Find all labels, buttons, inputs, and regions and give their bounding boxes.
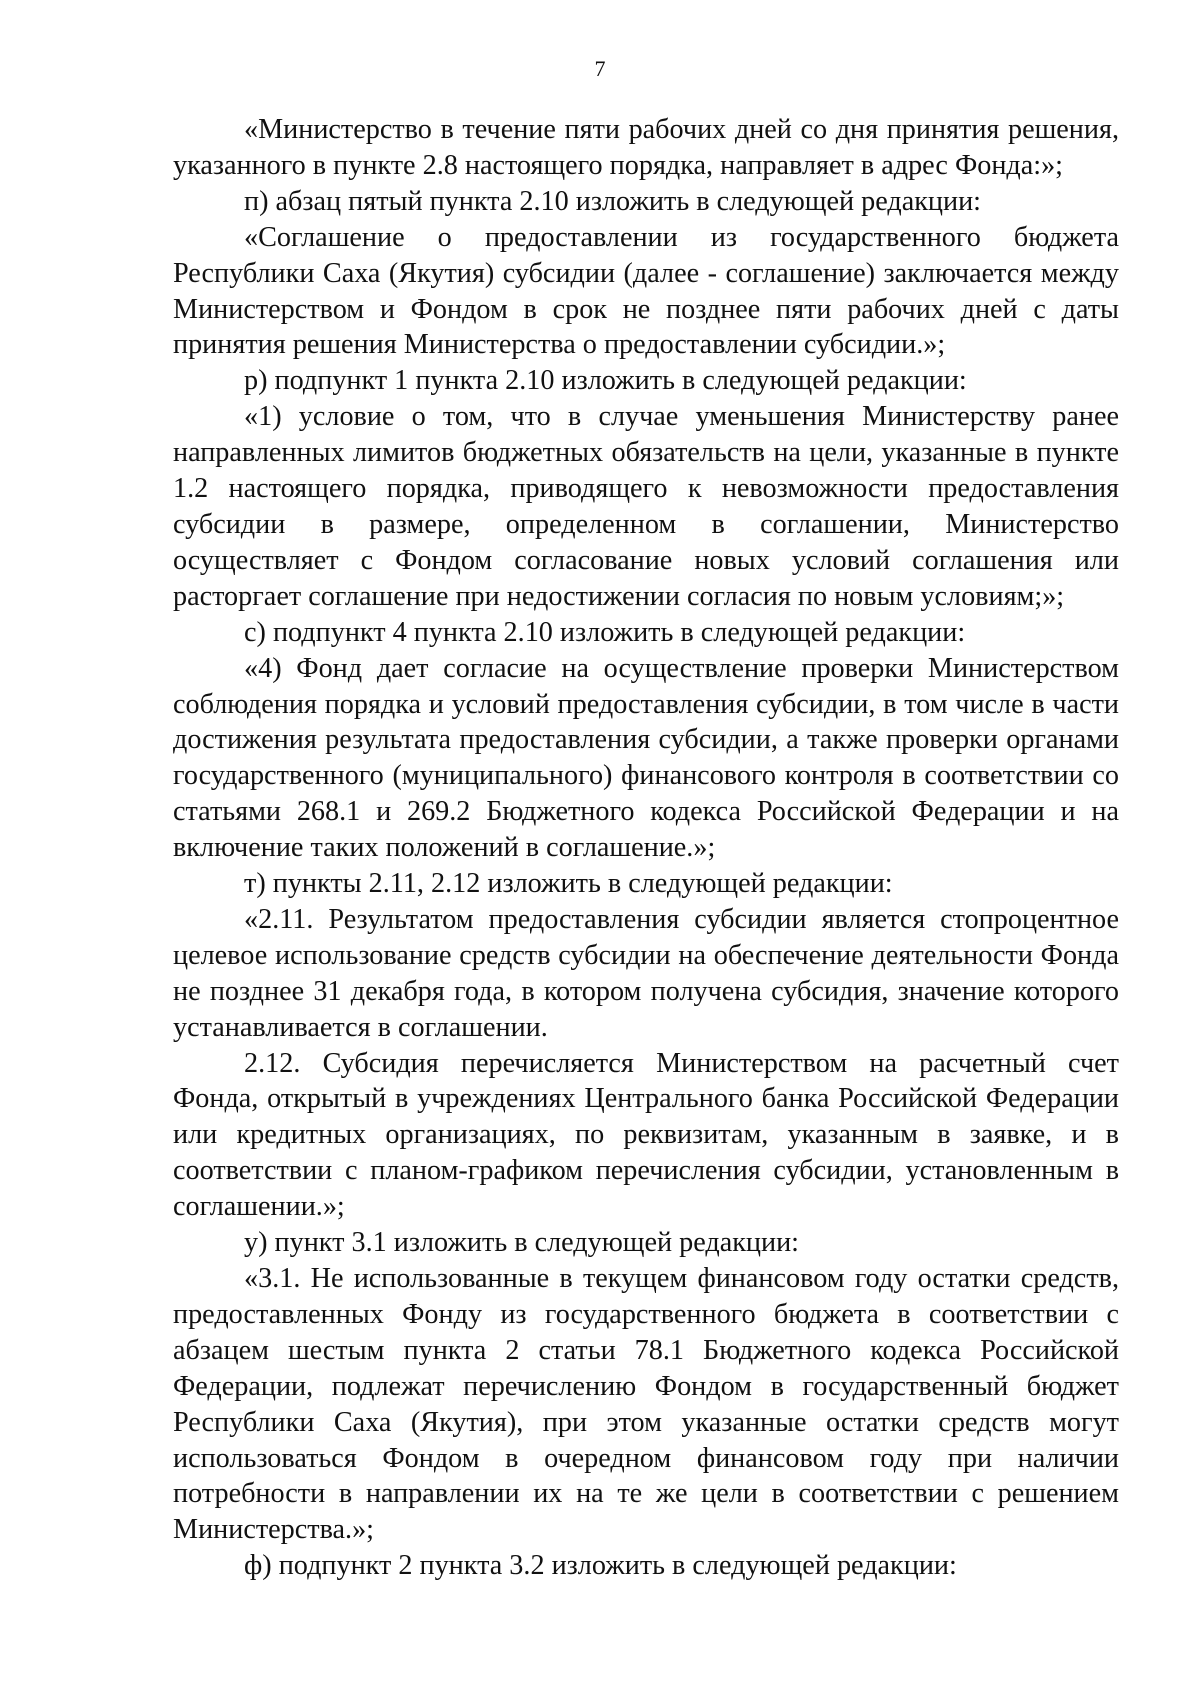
- amendment-item-r: р) подпункт 1 пункта 2.10 изложить в следующей редакции:: [244, 365, 967, 397]
- document-body: [173, 112, 1119, 1584]
- amendment-item-u: у) пункт 3.1 изложить в следующей редакции:: [244, 1227, 799, 1259]
- amendment-item-s: с) подпункт 4 пункта 2.10 изложить в следующей редакции:: [244, 616, 966, 648]
- amendment-item-p: п) абзац пятый пункта 2.10 изложить в следующей редакции:: [244, 185, 982, 217]
- paragraph-condition-1: «1) условие о том, что в случае уменьшения Министерству ранее направленных лимитов бюджетных обязательств на цели, указанные в пункте 1.2 настоящего порядка, приводящего к невозможности предоставления субсидии в размере, определенном в соглашении, Министерство осуществляет с Фондом согласование новых условий соглашения или расторгает соглашение при недостижении согласия по новым условиям;»;: [173, 401, 1119, 612]
- paragraph-ministry-notice: «Министерство в течение пяти рабочих дней со дня принятия решения, указанного в пункте 2.8 настоящего порядка, направляет в адрес Фонда:»;: [173, 114, 1119, 181]
- paragraph-3-1: «3.1. Не использованные в текущем финансовом году остатки средств, предоставленных Фонду из государственного бюджета в соответствии с абзацем шестым пункта 2 статьи 78.1 Бюджетного кодекса Российской Федерации, подлежат перечислению Фондом в государственный бюджет Республики Саха (Якутия), при этом указанные остатки средств могут использоваться Фондом в очередном финансовом году при наличии потребности в направлении их на те же цели в соответствии с решением Министерства.»;: [173, 1263, 1119, 1546]
- page-number: 7: [594, 56, 606, 81]
- paragraph-agreement: «Соглашение о предоставлении из государственного бюджета Республики Саха (Якутия) субсидии (далее - соглашение) заключается между Министерством и Фондом в срок не позднее пяти рабочих дней с даты принятия решения Министерства о предоставлении субсидии.»;: [173, 221, 1119, 361]
- amendment-item-t: т) пункты 2.11, 2.12 изложить в следующей редакции:: [244, 868, 893, 900]
- amendment-item-f: ф) подпункт 2 пункта 3.2 изложить в следующей редакции:: [244, 1550, 957, 1582]
- paragraph-2-11: «2.11. Результатом предоставления субсидии является стопроцентное целевое использование средств субсидии на обеспечение деятельности Фонда не позднее 31 декабря года, в котором получена субсидия, значение которого устанавливается в соглашении.: [173, 903, 1119, 1043]
- paragraph-2-12: 2.12. Субсидия перечисляется Министерством на расчетный счет Фонда, открытый в учреждениях Центрального банка Российской Федерации или кредитных организациях, по реквизитам, указанным в заявке, и в соответствии с планом-графиком перечисления субсидии, установленным в соглашении.»;: [173, 1047, 1119, 1223]
- paragraph-condition-4: «4) Фонд дает согласие на осуществление проверки Министерством соблюдения порядка и условий предоставления субсидии, в том числе в части достижения результата предоставления субсидии, а также проверки органами государственного (муниципального) финансового контроля в соответствии со статьями 268.1 и 269.2 Бюджетного кодекса Российской Федерации и на включение таких положений в соглашение.»;: [173, 652, 1119, 864]
